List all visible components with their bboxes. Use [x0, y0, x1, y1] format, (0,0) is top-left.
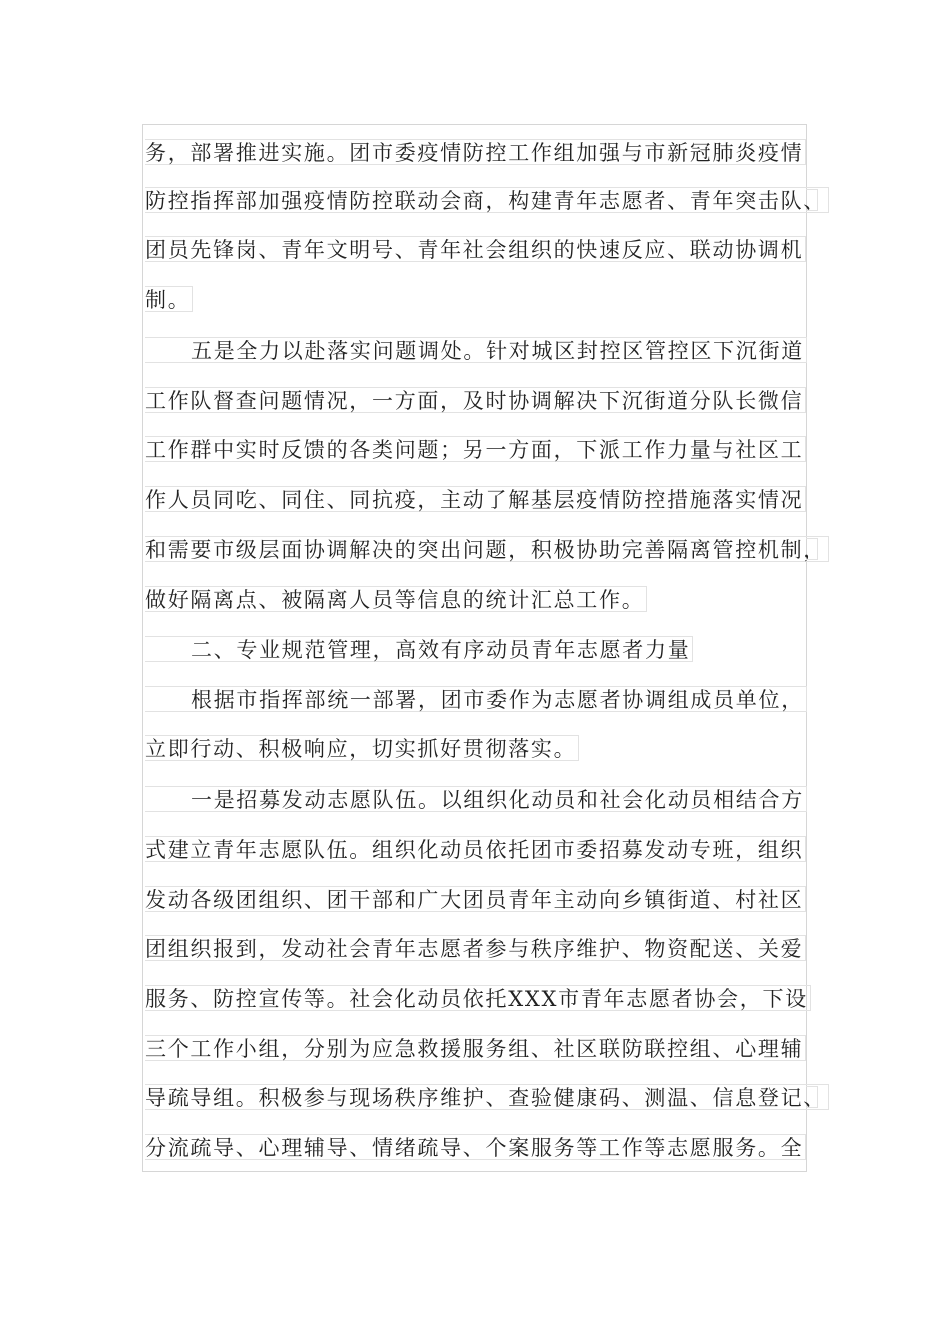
- text-line: 三个工作小组，分别为应急救援服务组、社区联防联控组、心理辅: [145, 1035, 806, 1061]
- text-line: 分流疏导、心理辅导、情绪疏导、个案服务等工作等志愿服务。全: [145, 1134, 806, 1160]
- text-line: 发动各级团组织、团干部和广大团员青年主动向乡镇街道、村社区: [145, 886, 806, 912]
- paragraph-first-line: 一是招募发动志愿队伍。以组织化动员和社会化动员相结合方: [145, 786, 807, 812]
- text-line: 工作队督查问题情况，一方面，及时协调解决下沉街道分队长微信: [145, 387, 806, 413]
- text-line: 和需要市级层面协调解决的突出问题，积极协助完善隔离管控机制，: [145, 536, 829, 562]
- paragraph-first-line: 根据市指挥部统一部署，团市委作为志愿者协调组成员单位，: [145, 686, 807, 712]
- line-overflow-marker: [806, 1086, 818, 1108]
- text-line: 做好隔离点、被隔离人员等信息的统计汇总工作。: [145, 586, 647, 612]
- text-line: 制。: [145, 286, 193, 312]
- line-overflow-marker: [806, 189, 818, 211]
- text-line: 导疏导组。积极参与现场秩序维护、查验健康码、测温、信息登记、: [145, 1084, 829, 1110]
- text-line: 立即行动、积极响应，切实抓好贯彻落实。: [145, 735, 579, 761]
- section-heading: 二、专业规范管理，高效有序动员青年志愿者力量: [145, 636, 693, 662]
- line-overflow-marker: [806, 538, 818, 560]
- text-line: 团员先锋岗、青年文明号、青年社会组织的快速反应、联动协调机: [145, 236, 806, 262]
- text-line: 工作群中实时反馈的各类问题；另一方面，下派工作力量与社区工: [145, 436, 806, 462]
- text-line: 团组织报到，发动社会青年志愿者参与秩序维护、物资配送、关爱: [145, 935, 806, 961]
- text-line: 务，部署推进实施。团市委疫情防控工作组加强与市新冠肺炎疫情: [145, 139, 806, 165]
- text-line: 服务、防控宣传等。社会化动员依托XXX市青年志愿者协会，下设: [145, 985, 811, 1011]
- text-line: 式建立青年志愿队伍。组织化动员依托团市委招募发动专班，组织: [145, 836, 806, 862]
- text-line: 作人员同吃、同住、同抗疫，主动了解基层疫情防控措施落实情况: [145, 486, 806, 512]
- paragraph-first-line: 五是全力以赴落实问题调处。针对城区封控区管控区下沉街道: [145, 337, 807, 363]
- text-line: 防控指挥部加强疫情防控联动会商，构建青年志愿者、青年突击队、: [145, 187, 829, 213]
